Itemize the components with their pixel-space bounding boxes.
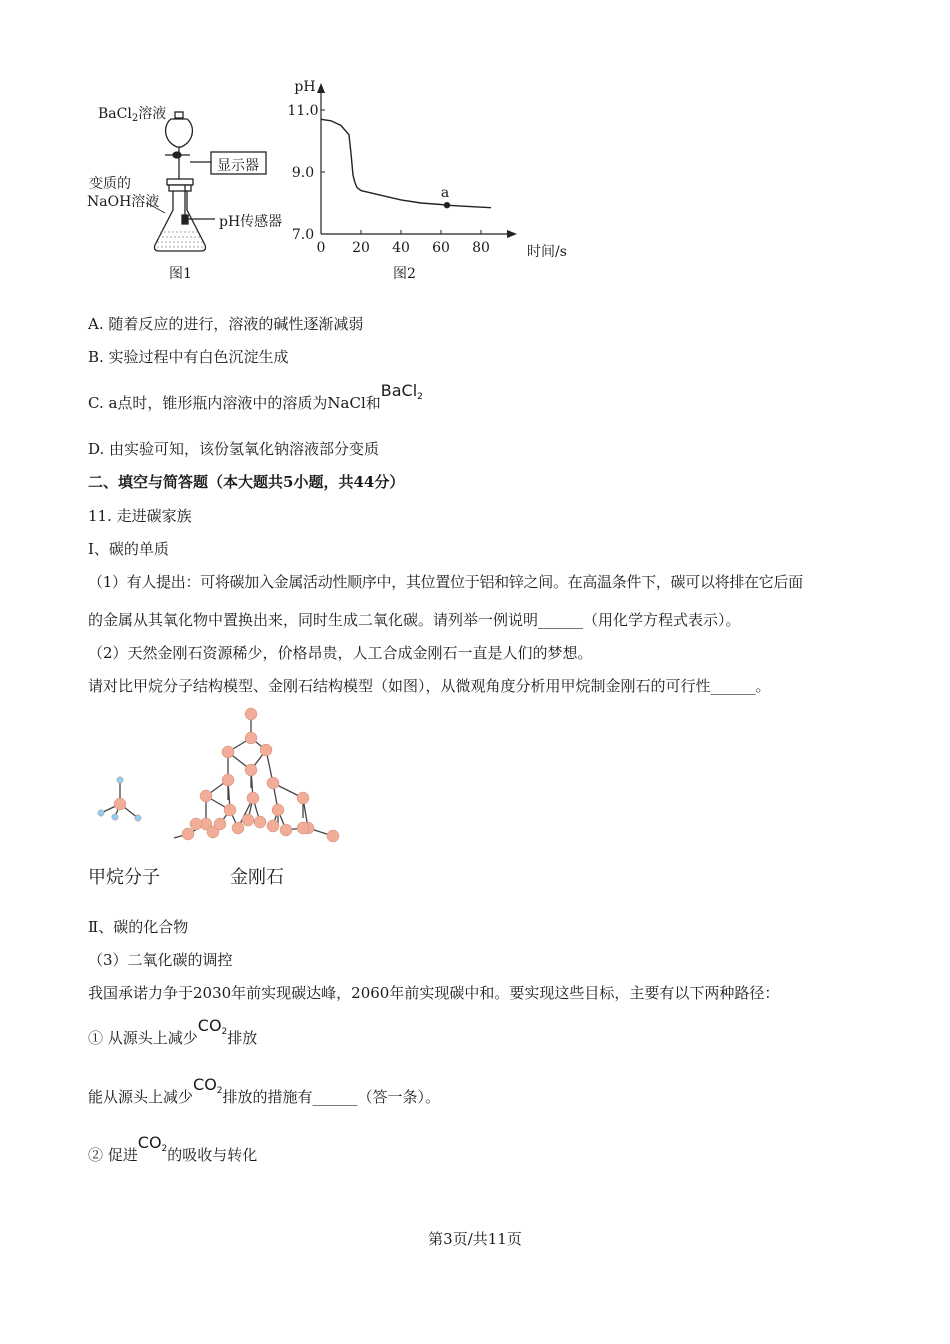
- option-c: [88, 381, 423, 419]
- q11-part2: Ⅱ、碳的化合物: [88, 918, 189, 936]
- y-axis-label: pH: [294, 79, 316, 95]
- x-tick-label: 0: [316, 240, 326, 256]
- diamond-carbon-atom: [247, 792, 259, 804]
- diamond-carbon-atom: [222, 746, 234, 758]
- diamond-carbon-atom: [182, 828, 194, 840]
- q11-p3-title: （3）二氧化碳的调控: [88, 951, 233, 969]
- q11-part1: Ⅰ、碳的单质: [88, 540, 169, 558]
- diamond-carbon-atom: [245, 708, 257, 720]
- diamond-carbon-atom: [267, 777, 279, 789]
- diamond-carbon-atom: [327, 830, 339, 842]
- q11-p1-line2: 的金属从其氧化物中置换出来，同时生成二氧化碳。请列举一例说明______（用化学方程式表示）。: [88, 611, 741, 629]
- diamond-carbon-atom: [245, 764, 257, 776]
- diamond-carbon-atom: [280, 824, 292, 836]
- figure2: [285, 75, 567, 285]
- molecule-figure: [88, 700, 358, 895]
- methane-hydrogen-atom: [117, 777, 123, 783]
- q11-p2-line2: 请对比甲烷分子结构模型、金刚石结构模型（如图），从微观角度分析用甲烷制金刚石的可行性______。: [88, 677, 771, 695]
- ph-curve: [321, 119, 491, 207]
- route1: ① 从源头上减少CO2排放: [88, 1016, 258, 1047]
- figure1: [85, 95, 300, 285]
- diamond-carbon-atom: [254, 816, 266, 828]
- y-tick-label: 11.0: [287, 103, 319, 119]
- methane-hydrogen-atom: [98, 810, 104, 816]
- route2-co2: CO2: [137, 1133, 168, 1154]
- diamond-carbon-atom: [297, 822, 309, 834]
- diamond-carbon-atom: [222, 774, 234, 786]
- naoh-label-line2: NaOH溶液: [87, 194, 160, 210]
- diamond-carbon-atom: [214, 818, 226, 830]
- q11-p1-line1: （1）有人提出：可将碳加入金属活动性顺序中，其位置位于铝和锌之间。在高温条件下，碳可以将排在它后面: [88, 573, 803, 591]
- option-d: D. 由实验可知，该份氢氧化钠溶液部分变质: [88, 440, 380, 458]
- page-number: 第3页/共11页: [428, 1230, 522, 1248]
- route2: ② 促进CO2的吸收与转化: [88, 1133, 258, 1164]
- option-c-text: C. a点时，锥形瓶内溶液中的溶质为NaCl和: [88, 394, 381, 412]
- route1-co2: CO2: [197, 1016, 228, 1037]
- diamond-carbon-atom: [245, 732, 257, 744]
- y-tick-label: 9.0: [291, 165, 315, 181]
- diamond-carbon-atom: [190, 818, 202, 830]
- methane-hydrogen-atom: [135, 815, 141, 821]
- x-tick-label: 20: [352, 240, 370, 256]
- diamond-carbon-atom: [232, 822, 244, 834]
- naoh-label-line1: 变质的: [89, 176, 131, 192]
- figure2-caption: 图2: [393, 266, 416, 282]
- option-c-formula: BaCl2: [380, 381, 423, 402]
- ph-chart: [285, 75, 567, 285]
- q11-p2-line1: （2）天然金刚石资源稀少，价格昂贵，人工合成金刚石一直是人们的梦想。: [88, 644, 593, 662]
- diamond-carbon-atom: [242, 814, 254, 826]
- diamond-label: 金刚石: [230, 867, 284, 888]
- display-label: 显示器: [217, 158, 259, 174]
- x-axis-arrow: [507, 230, 517, 238]
- methane-hydrogen-atom: [112, 814, 118, 820]
- bacl2-label: BaCl$_2$溶液: [98, 106, 167, 124]
- y-axis-arrow: [317, 83, 325, 93]
- point-a-marker: [444, 202, 450, 208]
- q11-title: 11. 走进碳家族: [88, 507, 192, 525]
- methane-label: 甲烷分子: [88, 867, 160, 888]
- ph-sensor-label: pH传感器: [219, 214, 283, 230]
- q11-p3-line1: 我国承诺力争于2030年前实现碳达峰，2060年前实现碳中和。要实现这些目标，主要有以下两种路径：: [88, 984, 780, 1002]
- y-tick-label: 7.0: [291, 227, 315, 243]
- diamond-carbon-atom: [297, 792, 309, 804]
- point-a-label: a: [440, 185, 450, 202]
- x-axis-label: 时间/s: [527, 244, 567, 260]
- x-tick-label: 40: [392, 240, 410, 256]
- measure-line: 能从源头上减少CO2排放的措施有______（答一条）。: [88, 1075, 441, 1106]
- x-tick-label: 80: [472, 240, 490, 256]
- diamond-carbon-atom: [267, 820, 279, 832]
- diamond-carbon-atom: [200, 790, 212, 802]
- measure-co2: CO2: [193, 1075, 223, 1096]
- methane-carbon-atom: [114, 798, 126, 810]
- option-a: A. 随着反应的进行，溶液的碱性逐渐减弱: [88, 315, 364, 333]
- section2-heading: 二、填空与简答题（本大题共5小题，共44分）: [88, 473, 405, 491]
- molecule-models: [88, 700, 358, 850]
- x-tick-label: 60: [432, 240, 450, 256]
- diamond-carbon-atom: [224, 804, 236, 816]
- figure1-caption: 图1: [169, 266, 192, 282]
- option-b: B. 实验过程中有白色沉淀生成: [88, 348, 289, 366]
- diamond-carbon-atom: [272, 804, 284, 816]
- diamond-carbon-atom: [260, 744, 272, 756]
